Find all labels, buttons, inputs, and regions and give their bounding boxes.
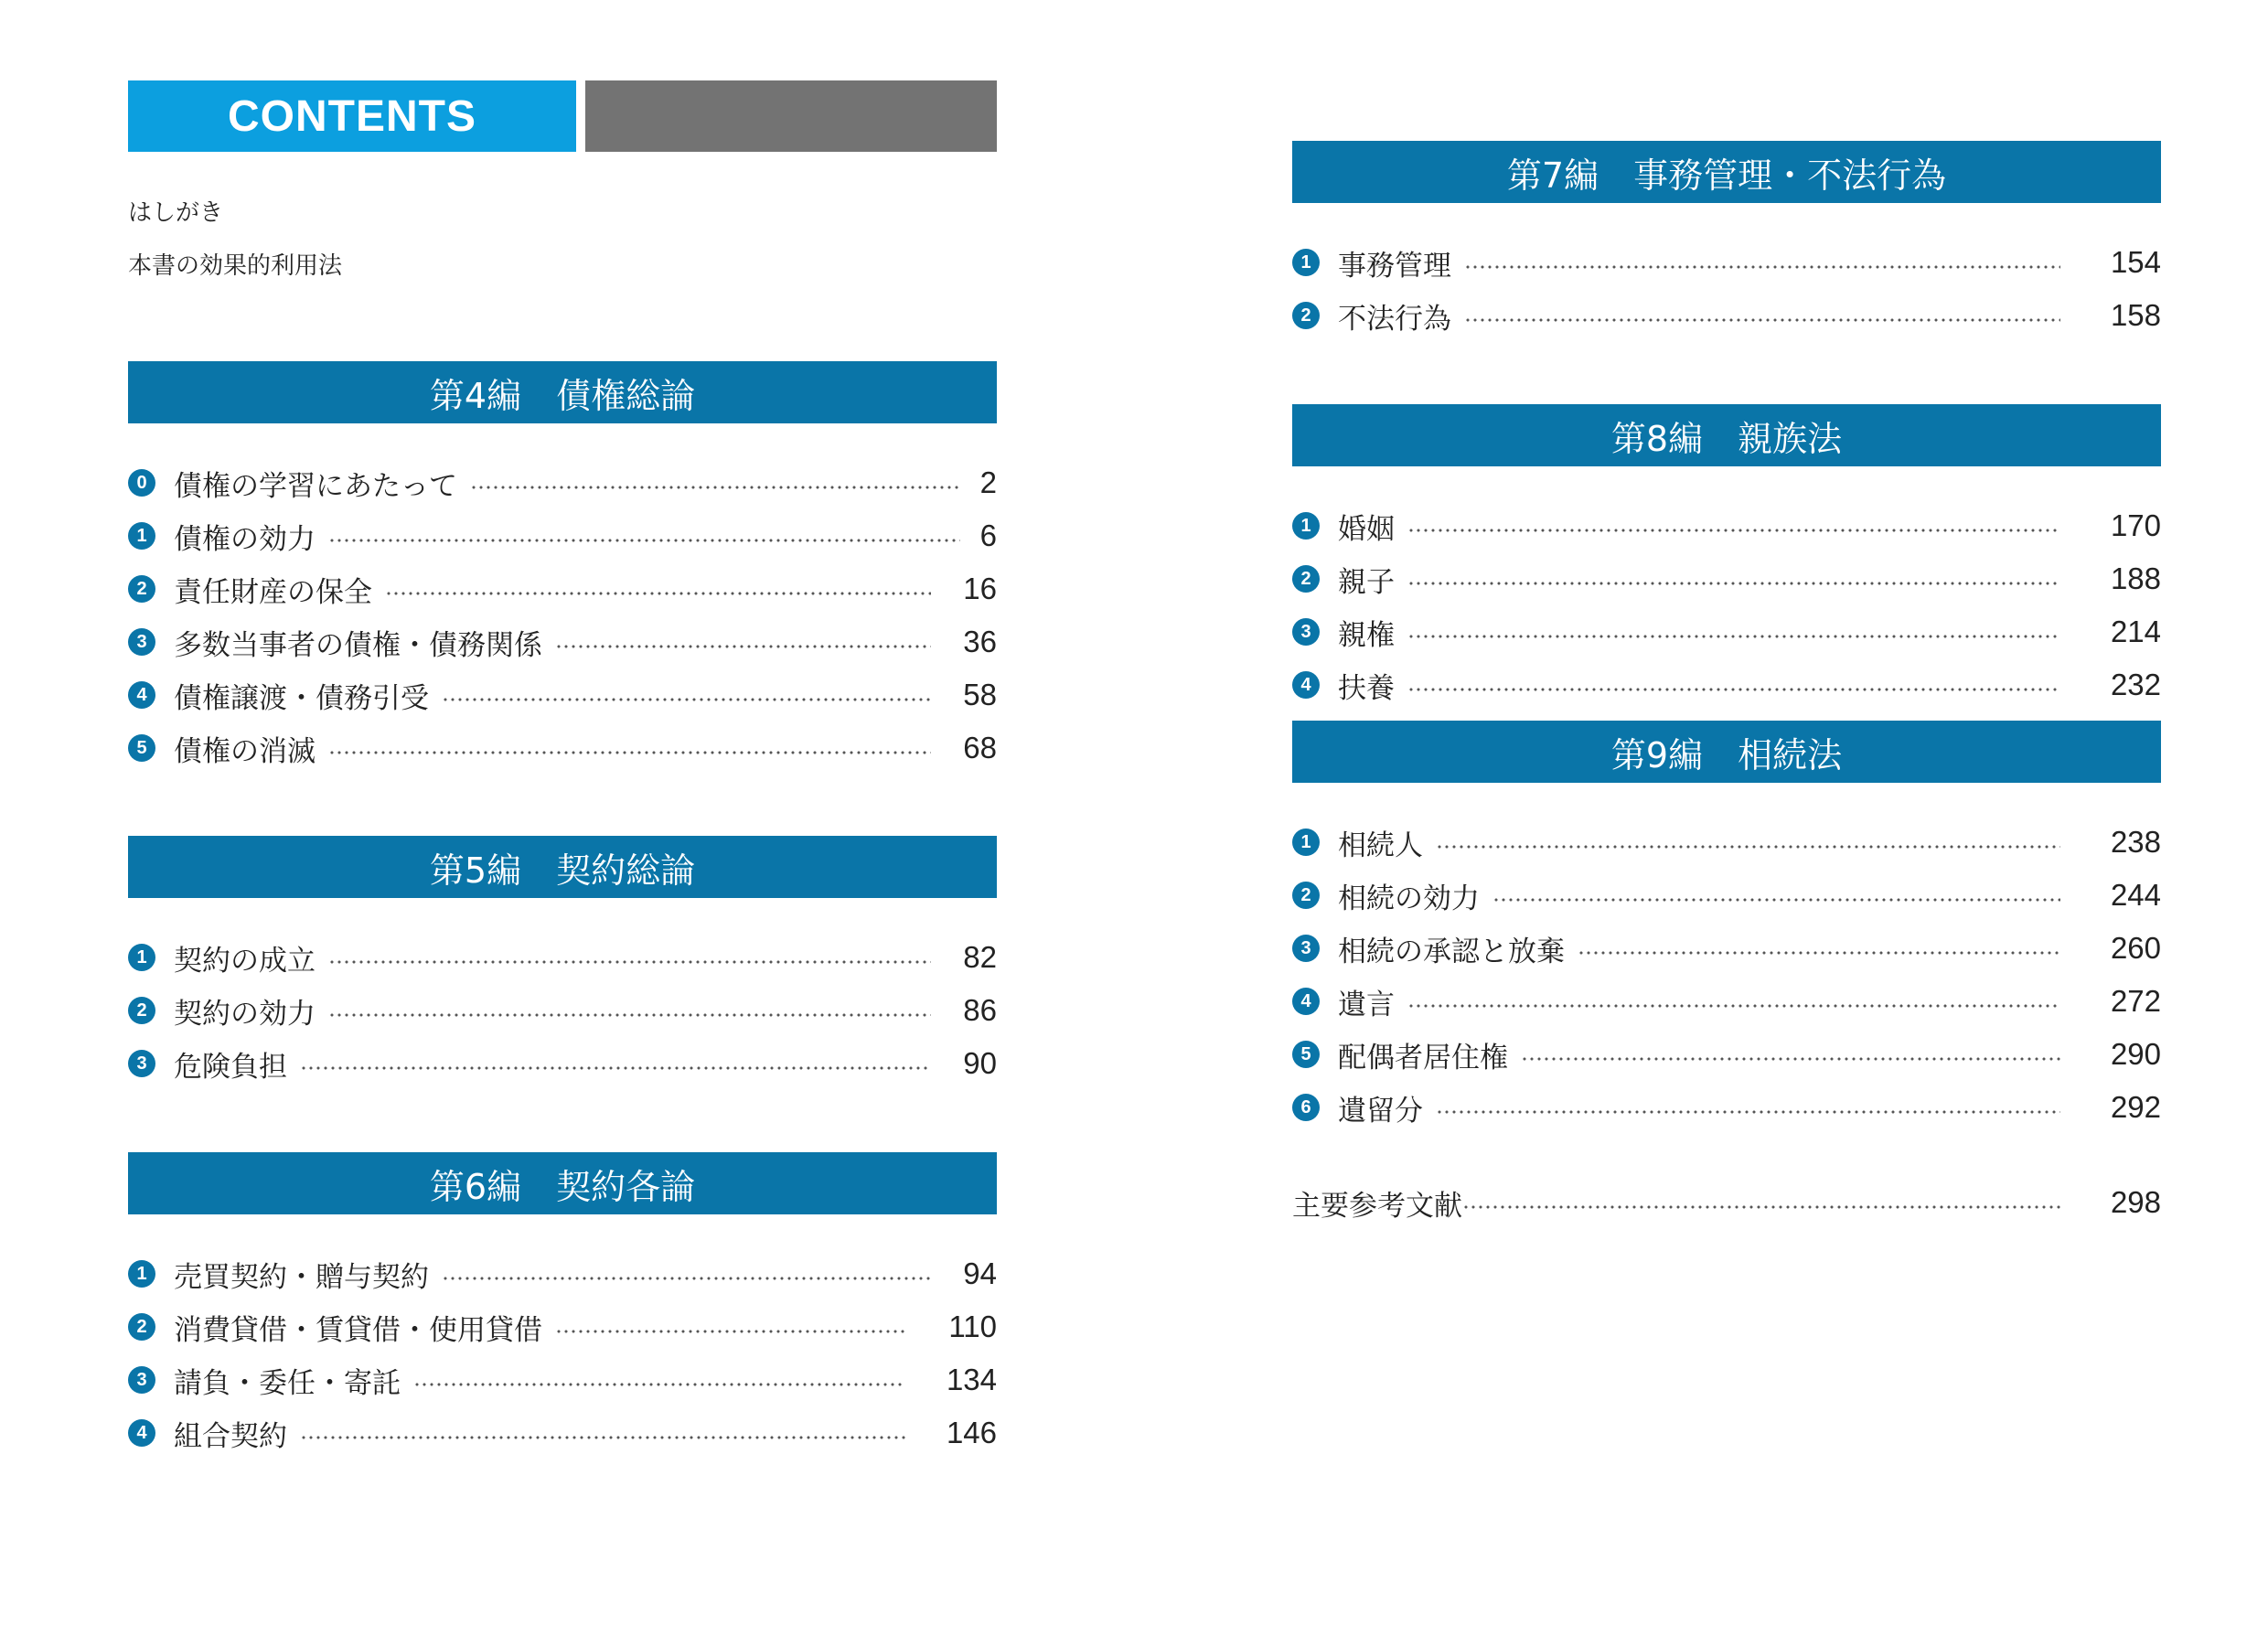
toc-entry[interactable] [128,1353,997,1406]
dot-leader [442,698,931,701]
chapter-number-badge: 5 [1292,1041,1320,1068]
chapter-title: 請負・委任・寄託 [174,1366,401,1400]
part-9 [1292,721,2161,1134]
page-number: 90 [963,1046,997,1080]
toc-entry[interactable] [1292,816,2161,869]
chapter-number-badge: 2 [128,997,155,1024]
chapter-title: 組合契約 [174,1419,287,1453]
chapter-number-badge: 2 [1292,302,1320,329]
page-number: 292 [2110,1090,2161,1124]
part-8 [1292,404,2161,711]
toc-entry[interactable] [1292,499,2161,552]
part-heading: 第5編 契約総論 [128,836,997,898]
chapter-number-badge: 2 [1292,882,1320,909]
dot-leader [328,1013,931,1017]
toc-entry[interactable] [128,509,997,562]
page-number: 154 [2110,245,2161,279]
chapter-title: 相続の効力 [1338,882,1480,915]
dot-leader [1407,582,2060,585]
page-number: 260 [2110,931,2161,965]
dot-leader [555,645,931,648]
chapter-title: 消費貸借・賃貸借・使用貸借 [174,1313,542,1347]
toc-entry[interactable] [128,562,997,615]
dot-leader [413,1383,905,1386]
entry-list [128,1247,997,1459]
chapter-title: 債権の消滅 [174,734,316,768]
chapter-title: 遺言 [1338,988,1395,1021]
dot-leader [555,1330,905,1333]
chapter-number-badge: 1 [1292,512,1320,540]
page-number: 244 [2110,878,2161,912]
page-number: 158 [2110,298,2161,332]
dot-leader [300,1066,931,1070]
chapter-number-badge: 5 [128,734,155,762]
dot-leader [1464,318,2060,322]
chapter-title: 契約の成立 [174,944,316,978]
page-number: 68 [963,731,997,764]
chapter-number-badge: 1 [1292,249,1320,276]
chapter-title: 相続の承認と放棄 [1338,935,1565,968]
toc-entry[interactable] [1292,869,2161,922]
toc-entry[interactable] [128,456,997,509]
chapter-title: 債権の学習にあたって [174,469,457,503]
chapter-number-badge: 1 [128,944,155,971]
dot-leader [442,1277,931,1280]
entry-list [1292,499,2161,711]
page-number: 290 [2110,1037,2161,1071]
toc-entry[interactable] [128,1300,997,1353]
contents-title: CONTENTS [128,80,576,152]
part-6 [128,1152,997,1459]
page-number: 272 [2110,984,2161,1018]
part-heading: 第6編 契約各論 [128,1152,997,1214]
chapter-number-badge: 4 [1292,988,1320,1015]
page-number: 82 [963,940,997,974]
chapter-number-badge: 1 [128,1260,155,1288]
contents-grey-bar [585,80,997,152]
part-4 [128,361,997,775]
page-number: 214 [2110,615,2161,648]
page-number: 238 [2110,825,2161,859]
dot-leader [1492,898,2060,902]
dot-leader [1407,1004,2060,1008]
chapter-title: 債権の効力 [174,522,316,556]
front-matter-howto[interactable]: 本書の効果的利用法 [128,252,343,280]
dot-leader [1407,635,2060,638]
chapter-number-badge: 6 [1292,1094,1320,1121]
page-number: 58 [963,678,997,711]
entry-list [128,931,997,1090]
toc-entry[interactable] [1292,552,2161,605]
chapter-number-badge: 3 [1292,935,1320,962]
dot-leader [1436,845,2060,849]
page-number: 110 [948,1310,997,1343]
chapter-number-badge: 1 [128,522,155,550]
chapter-title: 危険負担 [174,1050,287,1084]
part-heading: 第8編 親族法 [1292,404,2161,466]
dot-leader [1578,951,2060,955]
entry-list [1292,816,2161,1134]
toc-entry[interactable] [1292,605,2161,658]
chapter-title: 多数当事者の債権・債務関係 [174,628,542,662]
toc-entry[interactable] [128,1406,997,1459]
toc-entry[interactable] [128,984,997,1037]
toc-entry[interactable] [1292,1081,2161,1134]
chapter-number-badge: 2 [128,1313,155,1341]
references-title: 主要参考文献 [1292,1189,1462,1223]
part-5 [128,836,997,1090]
chapter-title: 遺留分 [1338,1094,1423,1128]
page-number: 2 [979,465,997,499]
chapter-title: 事務管理 [1338,249,1451,283]
page-number: 6 [979,519,997,552]
toc-entry[interactable] [1292,975,2161,1028]
dot-leader [328,960,931,964]
page-number: 86 [963,993,997,1027]
dot-leader [1462,1205,2060,1209]
page-number: 298 [2110,1185,2161,1219]
chapter-title: 契約の効力 [174,997,316,1031]
page-number: 232 [2110,668,2161,701]
page-number: 94 [963,1256,997,1290]
chapter-number-badge: 2 [128,575,155,603]
dot-leader [1464,265,2060,269]
page-number: 16 [963,572,997,605]
toc-entry[interactable] [128,1247,997,1300]
part-7 [1292,141,2161,342]
dot-leader [328,539,960,542]
dot-leader [1521,1057,2060,1061]
page-number: 36 [963,625,997,658]
chapter-number-badge: 2 [1292,565,1320,593]
chapter-title: 配偶者居住権 [1338,1041,1508,1074]
chapter-title: 相続人 [1338,829,1423,862]
chapter-title: 債権譲渡・債務引受 [174,681,429,715]
chapter-number-badge: 4 [128,681,155,709]
chapter-title: 婚姻 [1338,512,1395,546]
chapter-number-badge: 3 [128,1050,155,1077]
dot-leader [300,1436,905,1439]
toc-entry[interactable] [1292,1028,2161,1081]
toc-entry[interactable] [128,1037,997,1090]
chapter-number-badge: 1 [1292,829,1320,856]
page-number: 134 [946,1363,997,1396]
dot-leader [1407,688,2060,691]
toc-entry[interactable] [128,722,997,775]
chapter-title: 売買契約・贈与契約 [174,1260,429,1294]
dot-leader [328,751,931,754]
chapter-number-badge: 4 [128,1419,155,1447]
toc-entry[interactable] [1292,289,2161,342]
dot-leader [1436,1110,2060,1114]
chapter-title: 責任財産の保全 [174,575,372,609]
toc-entry[interactable] [128,615,997,668]
toc-entry[interactable] [128,931,997,984]
contents-header [128,80,997,152]
chapter-title: 親権 [1338,618,1395,652]
front-matter-preface[interactable]: はしがき [128,199,224,227]
part-heading: 第7編 事務管理・不法行為 [1292,141,2161,203]
entry-list [1292,236,2161,342]
chapter-number-badge: 3 [128,628,155,656]
page-number: 146 [946,1416,997,1449]
chapter-number-badge: 0 [128,469,155,497]
toc-entry[interactable] [1292,658,2161,711]
entry-list [128,456,997,775]
chapter-title: 扶養 [1338,671,1395,705]
chapter-number-badge: 3 [1292,618,1320,646]
chapter-number-badge: 4 [1292,671,1320,699]
chapter-number-badge: 3 [128,1366,155,1394]
part-heading: 第9編 相続法 [1292,721,2161,783]
dot-leader [385,592,931,595]
toc-entry[interactable] [128,668,997,722]
dot-leader [1407,529,2060,532]
references-entry[interactable] [1292,1176,2161,1229]
page-number: 188 [2110,561,2161,595]
toc-entry[interactable] [1292,236,2161,289]
chapter-title: 親子 [1338,565,1395,599]
chapter-title: 不法行為 [1338,302,1451,336]
page-number: 170 [2110,508,2161,542]
part-heading: 第4編 債権総論 [128,361,997,423]
toc-entry[interactable] [1292,922,2161,975]
dot-leader [470,486,960,489]
